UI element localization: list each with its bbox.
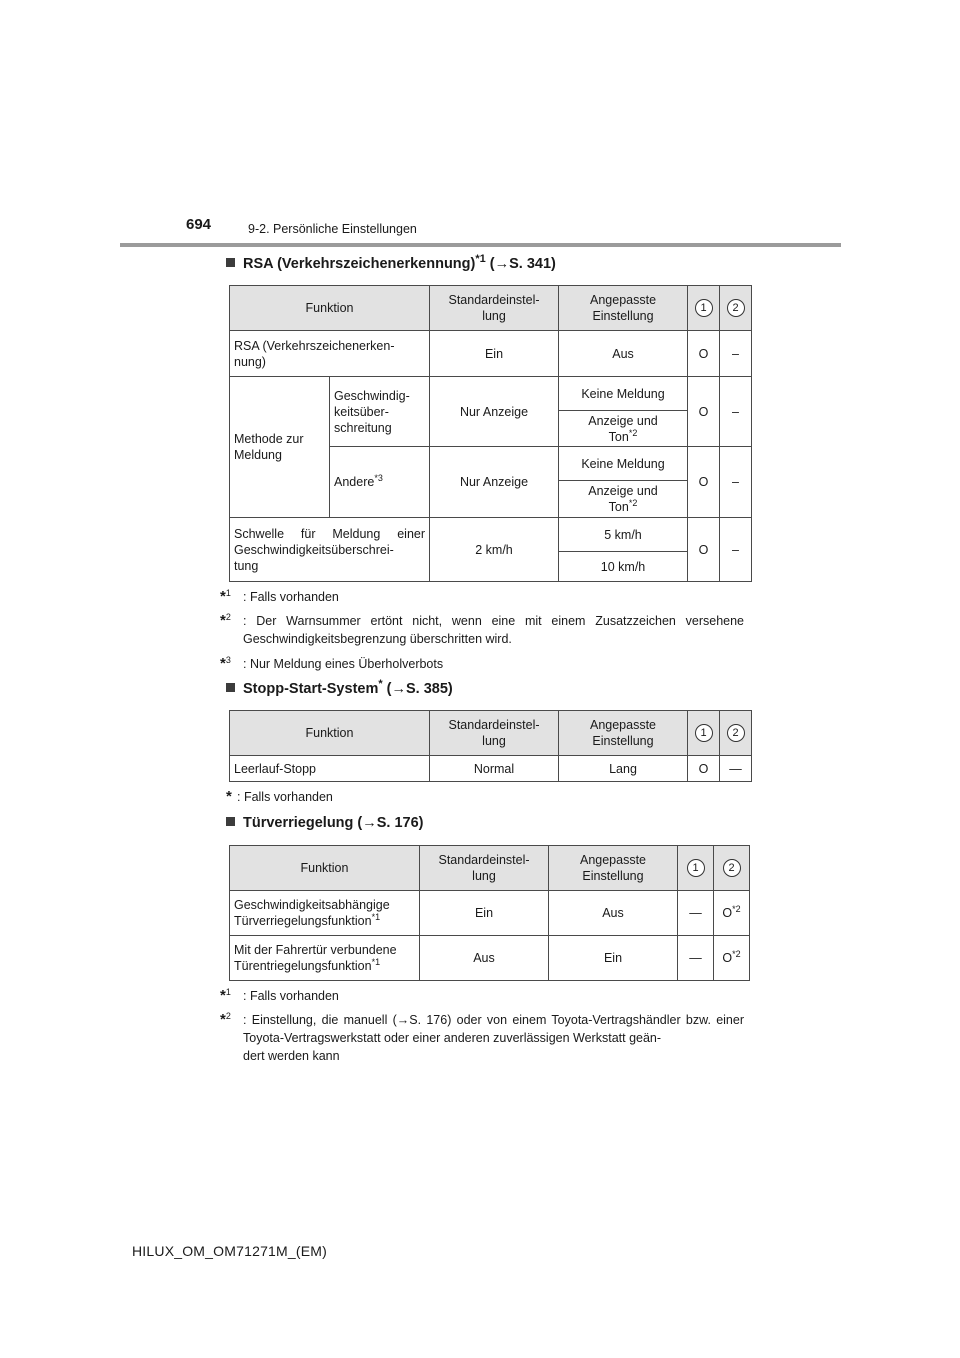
- cell-custom-text: Anzeige und Ton: [588, 484, 658, 514]
- footnote-star: *: [220, 655, 226, 672]
- cell-method-2: –: [720, 518, 752, 582]
- table-row: [230, 377, 752, 411]
- column-header-function: Funktion: [230, 711, 430, 756]
- column-header-method-2: [720, 711, 752, 756]
- section-heading-stop-start: [226, 678, 453, 697]
- footnote-mark: *1: [371, 912, 381, 922]
- cell-function: [230, 936, 420, 981]
- cell-custom: Lang: [559, 756, 688, 782]
- table-header-row: [230, 286, 752, 331]
- cell-method-2: –: [720, 377, 752, 447]
- cell-custom: Aus: [549, 891, 678, 936]
- footnote-mark: *1: [475, 253, 486, 265]
- cell-subfunction: Geschwindig- keitsüber- schreitung: [330, 377, 430, 447]
- stop-start-settings-table: [229, 710, 752, 782]
- cell-method-2: —: [720, 756, 752, 782]
- heading-text: Türverriegelung: [243, 815, 354, 831]
- column-header-custom: Angepasste Einstellung: [549, 846, 678, 891]
- door-lock-settings-table: [229, 845, 750, 981]
- cell-default: 2 km/h: [430, 518, 559, 582]
- circled-number-2-icon: 2: [723, 859, 741, 877]
- footnote: [220, 1011, 744, 1065]
- cell-function-text: Mit der Fahrertür verbundene Türentriegelungsfunktion: [234, 943, 397, 973]
- cell-custom-text: Anzeige und Ton: [588, 413, 658, 444]
- cell-custom: Keine Meldung: [559, 447, 688, 481]
- table-row: [230, 331, 752, 377]
- cell-method-2: –: [720, 331, 752, 377]
- footnote-mark: 3: [225, 655, 231, 665]
- cell-subfunction: [330, 447, 430, 518]
- column-header-default: Standardeinstel- lung: [430, 711, 559, 756]
- cell-subfunction-text: Andere: [334, 475, 375, 489]
- cell-custom: [559, 411, 688, 447]
- bullet-square-icon: [226, 258, 235, 267]
- cell-function-text: Geschwindigkeitsabhängige Türverriegelungsfunktion: [234, 898, 390, 928]
- footnote-star: *: [220, 588, 226, 605]
- cell-default: Ein: [420, 891, 549, 936]
- bullet-square-icon: [226, 683, 235, 692]
- bullet-square-icon: [226, 817, 235, 826]
- page-number: 694: [186, 216, 212, 233]
- cell-method-1: O: [688, 756, 720, 782]
- cell-default: Ein: [430, 331, 559, 377]
- footnote: [220, 987, 744, 1005]
- footnote-text: : Einstellung, die manuell (→S. 176) oder von einem Toyota-Vertragshändler bzw. einer Toyota-Vertragswerkstatt oder einer anderen zuverlässigen Werkstatt geän- dert werden kann: [243, 1013, 744, 1063]
- footnote-mark: *2: [732, 949, 741, 959]
- cell-default: Normal: [430, 756, 559, 782]
- cell-method-2: –: [720, 447, 752, 518]
- footnote-text: : Der Warnsummer ertönt nicht, wenn eine mit einem Zusatzzeichen versehene Geschwindigkeitsbegrenzung überschritten wird.: [243, 614, 744, 646]
- column-header-function: Funktion: [230, 286, 430, 331]
- footnote-mark: *: [226, 788, 232, 805]
- section-heading-door-lock: [226, 815, 424, 831]
- footnote-star: *: [220, 987, 226, 1004]
- cell-method-1: —: [678, 936, 714, 981]
- cell-custom: Ein: [549, 936, 678, 981]
- footnote-mark: *2: [628, 427, 638, 438]
- cell-method-1: O: [688, 518, 720, 582]
- cell-function: Leerlauf-Stopp: [230, 756, 430, 782]
- footnote-text: : Nur Meldung eines Überholverbots: [243, 657, 444, 671]
- cell-default: Nur Anzeige: [430, 447, 559, 518]
- table-row: [230, 936, 750, 981]
- footnote-mark: *3: [374, 473, 383, 483]
- table-row: [230, 891, 750, 936]
- cell-method-2-text: O: [722, 951, 733, 965]
- page-reference-link[interactable]: (→S. 176): [357, 815, 424, 831]
- rsa-settings-table: [229, 285, 752, 582]
- cell-default: Aus: [420, 936, 549, 981]
- header-divider: [120, 243, 841, 247]
- cell-method-2: [714, 891, 750, 936]
- cell-function: Schwelle für Meldung einer Geschwindigkeitsüberschrei- tung: [230, 518, 430, 582]
- footnote-mark: 2: [225, 612, 231, 622]
- heading-text: RSA (Verkehrszeichenerkennung): [243, 256, 476, 272]
- column-header-method-1: [688, 286, 720, 331]
- cell-function-text: Methode zur Meldung: [234, 432, 304, 462]
- column-header-method-2: [720, 286, 752, 331]
- footnote: [226, 788, 750, 806]
- footnote: [220, 612, 744, 648]
- column-header-method-1: [688, 711, 720, 756]
- cell-custom: Keine Meldung: [559, 377, 688, 411]
- cell-custom: [559, 481, 688, 518]
- table-header-row: [230, 846, 750, 891]
- cell-method-2-text: O: [722, 906, 733, 920]
- cell-function: RSA (Verkehrszeichenerken- nung): [230, 331, 430, 377]
- circled-number-1-icon: 1: [695, 299, 713, 317]
- section-title: 9-2. Persönliche Einstellungen: [248, 222, 417, 236]
- cell-method-1: O: [688, 377, 720, 447]
- footnote-mark: *: [378, 678, 383, 690]
- table-row: [230, 518, 752, 552]
- column-header-custom: Angepasste Einstellung: [559, 286, 688, 331]
- cell-function: [230, 377, 330, 518]
- circled-number-1-icon: 1: [695, 724, 713, 742]
- cell-method-2: [714, 936, 750, 981]
- column-header-method-1: [678, 846, 714, 891]
- footnote: [220, 655, 744, 673]
- cell-custom: Aus: [559, 331, 688, 377]
- cell-default: Nur Anzeige: [430, 377, 559, 447]
- column-header-function: Funktion: [230, 846, 420, 891]
- cell-method-1: O: [688, 447, 720, 518]
- circled-number-2-icon: 2: [727, 299, 745, 317]
- cell-custom: 10 km/h: [559, 552, 688, 582]
- cell-method-1: —: [678, 891, 714, 936]
- column-header-custom: Angepasste Einstellung: [559, 711, 688, 756]
- column-header-default: Standardeinstel- lung: [420, 846, 549, 891]
- page-reference-link[interactable]: (→S. 385): [386, 681, 453, 697]
- column-header-default: Standardeinstel- lung: [430, 286, 559, 331]
- footnote-text: : Falls vorhanden: [237, 790, 333, 804]
- footnote-mark: 1: [225, 987, 231, 997]
- cell-method-1: O: [688, 331, 720, 377]
- footnote-star: *: [220, 612, 226, 629]
- column-header-method-2: [714, 846, 750, 891]
- footnote-text: : Falls vorhanden: [243, 590, 339, 604]
- circled-number-1-icon: 1: [687, 859, 705, 877]
- footnote-star: *: [220, 1011, 226, 1028]
- footnote-mark: *1: [371, 957, 381, 967]
- cell-function: [230, 891, 420, 936]
- footnote-mark: *2: [732, 904, 741, 914]
- cell-custom: 5 km/h: [559, 518, 688, 552]
- footnote-mark: *2: [628, 498, 638, 508]
- footnote-text: : Falls vorhanden: [243, 989, 339, 1003]
- footnote: [220, 588, 744, 606]
- table-row: [230, 756, 752, 782]
- footnote-mark: 2: [225, 1011, 231, 1021]
- heading-text: Stopp-Start-System: [243, 681, 379, 697]
- section-heading-rsa: [226, 253, 556, 272]
- footnote-mark: 1: [225, 588, 231, 598]
- page-reference-link[interactable]: (→S. 341): [489, 256, 556, 272]
- table-header-row: [230, 711, 752, 756]
- document-code: HILUX_OM_OM71271M_(EM): [132, 1243, 328, 1259]
- circled-number-2-icon: 2: [727, 724, 745, 742]
